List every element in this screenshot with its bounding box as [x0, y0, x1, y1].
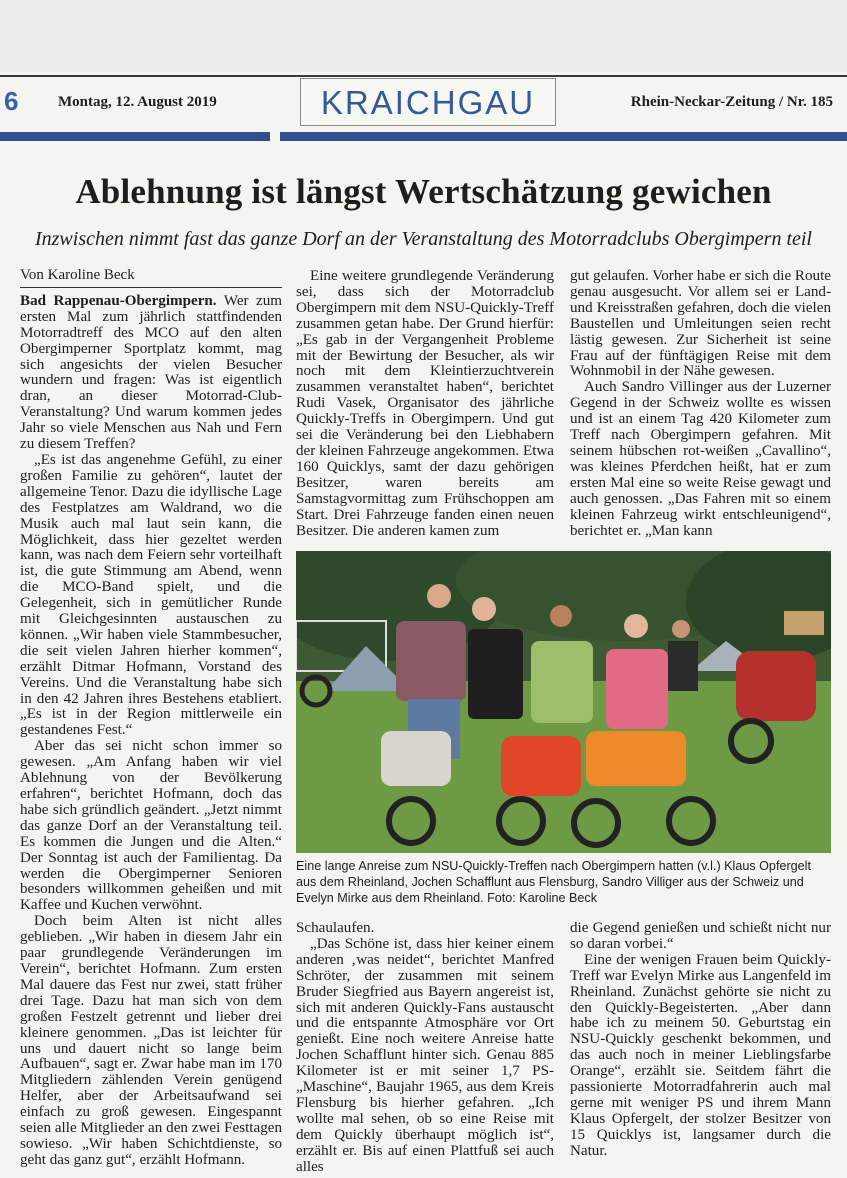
paragraph: die Gegend genießen und schießt nicht nur so daran vorbei.“: [570, 920, 831, 952]
scan-top-margin: [0, 0, 847, 72]
byline: Von Karoline Beck: [20, 268, 282, 288]
header-accent-bar-left: [0, 132, 270, 141]
dateline: Bad Rappenau-Obergimpern.: [20, 292, 217, 309]
paragraph: Doch beim Alten ist nicht alles geblieben. „Wir haben in diesem Jahr ein paar grundlegende Veränderungen im Verein“, berichtet Hofmann. Zum ersten Mal dauere das Fest nur zwei, statt früher drei Tage. Dazu hat man sich von dem großen Festzelt getrennt und lieber drei kleinere genommen. „Das ist leichter für uns und dauert nicht so lange beim Aufbauen“, sagt er. Zwar habe man im 170 Mitgliedern zählenden Verein genügend Helfer, aber der Arbeitsaufwand sei einfach zu groß gewesen. Eingespannt seien alle Mitglieder an den zwei Festtagen sowieso. „Wir haben Schichtdienste, so geht das ganz gut“, erzählt Hofmann.: [20, 913, 282, 1168]
header-top-rule: [0, 75, 847, 77]
paragraph: Eine weitere grundlegende Veränderung sei, dass sich der Motorradclub Obergimpern mit dem NSU-Quickly-Treff zusammen getan habe. Der Grund hierfür: „Es gab in der Vergangenheit Probleme mit der Bewirtung der Besucher, als wir noch mit dem Kleintierzuchtverein zusammen veranstaltet haben“, berichtet Rudi Vasek, Organisator des jährliche Quickly-Treffs in Obergimpern. Und gut sei die Veränderung bei den Liebhabern der kleinen Fahrzeuge angekommen. Etwa 160 Quicklys, samt der dazu gehörigen Besitzer, waren bereits am Samstagvormittag zum Frühschoppen am Start. Drei Fahrzeuge fanden einen neuen Besitzer. Die anderen kamen zum: [296, 268, 554, 539]
paragraph: Auch Sandro Villinger aus der Luzerner Gegend in der Schweiz wollte es wissen und ist an einem Tag 420 Kilometer zum Treff nach Obergimpern gefahren. Mit seinem hübschen rot-weißen „Cavallino“, was kleines Pferdchen heißt, hat er zum ersten Mal eine so weite Reise gewagt und auch genossen. „Das Fahren mit so einem kleinen Fahrzeug wirkt entschleunigend“, berichtet er. „Man kann: [570, 379, 831, 539]
section-title: KRAICHGAU: [300, 78, 556, 126]
photo-caption: Eine lange Anreise zum NSU-Quickly-Treffen nach Obergimpern hatten (v.l.) Klaus Opfergelt aus dem Rheinland, Jochen Schafflunt aus Flensburg, Sandro Villiger aus der Schweiz und Evelyn Mirke aus dem Rheinland. Foto: Karoline Beck: [296, 859, 811, 905]
paragraph: Schaulaufen.: [296, 920, 375, 936]
article-column-3-top: [570, 269, 831, 539]
article-column-1: [20, 268, 282, 1169]
paragraph: gut gelaufen. Vorher habe er sich die Route genau ausgesucht. Vor allem sei er Land- und Kreisstraßen gefahren, doch die vielen Baustellen und Umleitungen seien recht lästig gewesen. Zur Sicherheit ist seine Frau auf der fünftägigen Reise mit dem Wohnmobil in der Nähe gewesen.: [570, 268, 831, 380]
newspaper-name: Rhein-Neckar-Zeitung / Nr. 185: [630, 94, 833, 110]
article-photo: [296, 551, 831, 853]
article-column-2-bottom: [296, 921, 554, 1176]
paragraph: Eine der wenigen Frauen beim Quickly-Treff war Evelyn Mirke aus Langenfeld im Rheinland. Zunächst gehörte sie nicht zu den Quickly-Begeisterten. „Aber dann habe ich zu meinem 50. Geburtstag ein NSU-Quickly geschenkt bekommen, und das auch noch in meiner Lieblingsfarbe Orange“, erzählt sie. Seitdem fährt die passionierte Motorradfahrerin auch mal gerne mit weniger PS und ihrem Mann Klaus Opfergelt, der stolzer Besitzer von 15 Quicklys ist, langsamer durch die Natur.: [570, 951, 831, 1159]
header-accent-bar-right: [280, 132, 847, 141]
article-headline: Ablehnung ist längst Wertschätzung gewichen: [75, 172, 772, 211]
photo-illustration: [296, 551, 831, 853]
paragraph: Aber das sei nicht schon immer so gewesen. „Am Anfang haben wir viel Ablehnung von der Bevölkerung erfahren“, berichtet Hofmann, doch das habe sich gründlich geändert. „Jetzt nimmt das ganze Dorf an der Veranstaltung teil. Es kommen die Jungen und die Alten.“ Der Sonntag ist auch der Familientag. Da werden die Obergimperner Senioren besonders willkommen geheißen und mit Kaffee und Kuchen verwöhnt.: [20, 738, 282, 914]
paragraph-text: Wer zum ersten Mal zum jährlich stattfindenden Motorradtreff des MCO auf den alten Obergimperner Sportplatz kommt, mag sich angesichts der vielen Besucher wundern und fragen: Was ist eigentlich dran, an dieser Motorrad-Club-Veranstaltung? Und warum kommen jedes Jahr so viele Menschen aus Nah und Fern zu diesem Treffen?: [20, 292, 282, 453]
paragraph: „Das Schöne ist, dass hier keiner einem anderen ‚was neidet“, berichtet Manfred Schröter, der zusammen mit seinem Bruder Siegfried aus Bayern angereist ist, sich mit anderen Quickly-Fans austauscht und die entspannte Atmosphäre vor Ort genießt. Eine noch weitere Anreise hatte Jochen Schafflunt hinter sich. Genau 885 Kilometer ist er mit seiner 1,7 PS-„Maschine“, Baujahr 1965, aus dem Kreis Flensburg bis hierher gefahren. „Ich wollte mal sehen, ob so eine Reise mit dem Quickly überhaupt möglich ist“, erzählt er. Bis auf einen Plattfuß sei auch alles: [296, 935, 554, 1175]
issue-date: Montag, 12. August 2019: [58, 94, 217, 110]
article-column-2-top: [296, 269, 554, 539]
paragraph: „Es ist das angenehme Gefühl, zu einer großen Familie zu gehören“, lautet der allgemeine Tenor. Dazu die idyllische Lage des Festplatzes am Waldrand, wo die Musik auch mal laut sein kann, die Möglichkeit, dass hier gezeltet werden kann, was nach dem Feiern sehr vorteilhaft ist, die gute Stimmung am Abend, wenn die MCO-Band spielt, und die Gelegenheit, sich in gemütlicher Runde mit Gleichgesinnten austauschen zu können. „Wir haben viele Stammbesucher, die seit vielen Jahren hierher kommen“, erzählt Ditmar Hofmann, Vorstand des Vereins. Und die Veranstaltung habe sich in den 42 Jahren ihres Bestehens etabliert. „Es ist in der Region mittlerweile ein gestandenes Fest.“: [20, 451, 282, 739]
page-number: 6: [4, 86, 19, 116]
paragraph: [20, 294, 282, 453]
article-subheadline: Inzwischen nimmt fast das ganze Dorf an der Veranstaltung des Motorradclubs Obergimpern teil: [34, 228, 812, 250]
article-column-3-bottom: [570, 921, 831, 1160]
